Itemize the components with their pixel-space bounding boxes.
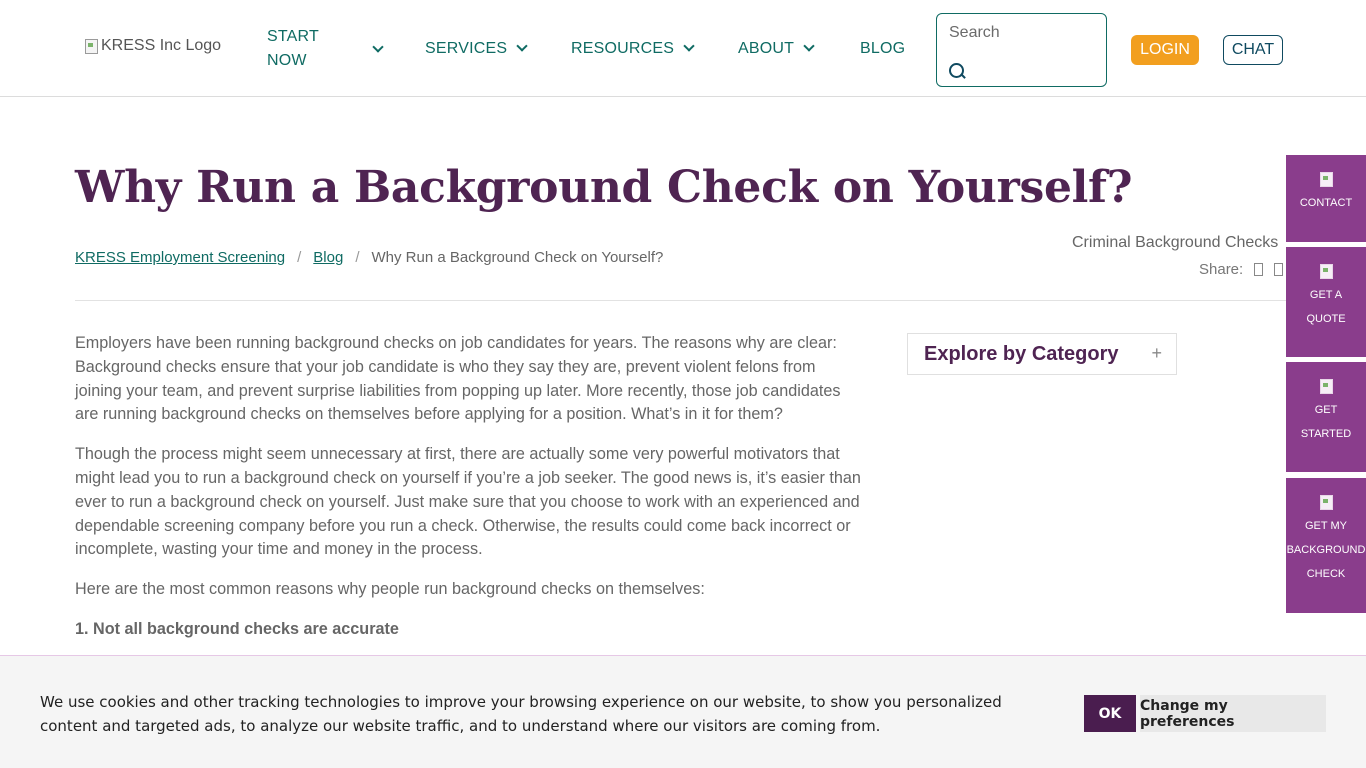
nav-resources[interactable] xyxy=(571,0,693,97)
chevron-down-icon xyxy=(804,42,813,51)
breadcrumb-current: Why Run a Background Check on Yourself? xyxy=(371,249,664,266)
contact-icon xyxy=(1318,171,1334,187)
side-tab-contact[interactable] xyxy=(1286,155,1366,242)
article-paragraph: Employers have been running background checks on job candidates for years. The reasons why are clear: Background checks ensure that your job candidate is who they say they are, prevent violent felons from joining your team, and prevent surprise liabilities from popping up later. More recently, those job candidates are running background checks on themselves before applying for a position. What’s in it for them? xyxy=(75,334,841,424)
cookie-preferences-button[interactable]: Change my preferences xyxy=(1140,695,1326,732)
side-tab-label: GET MY xyxy=(1305,520,1347,532)
side-tab-label: BACKGROUND xyxy=(1286,544,1366,556)
login-button[interactable]: LOGIN xyxy=(1131,35,1199,65)
logo-alt-text: KRESS Inc Logo xyxy=(101,37,222,54)
chevron-down-icon xyxy=(517,42,526,51)
get-started-icon xyxy=(1318,378,1334,394)
search-box xyxy=(936,13,1107,87)
side-tab-get-started[interactable] xyxy=(1286,362,1366,472)
breadcrumb-separator: / xyxy=(297,249,302,266)
side-tab-label: GET A xyxy=(1309,289,1343,301)
quote-icon xyxy=(1318,263,1334,279)
article-paragraph: Though the process might seem unnecessary at first, there are actually some very powerful motivators that might lead you to run a background check on yourself if you’re a job seeker. The good news is, it’s easier than ever to run a background check on yourself. Just make sure that you choose to work with an experienced and dependable screening company before you run a check. Otherwise, the results could come back incorrect or incomplete, wasting your time and money in the process. xyxy=(75,445,861,559)
explore-by-category-toggle[interactable] xyxy=(907,333,1177,375)
background-check-icon xyxy=(1318,494,1334,510)
side-tab-label: CHECK xyxy=(1306,568,1346,580)
explore-title: Explore by Category xyxy=(924,342,1119,365)
nav-blog-label: BLOG xyxy=(860,39,906,57)
side-tab-label: QUOTE xyxy=(1306,313,1346,325)
nav-start-now[interactable] xyxy=(267,0,387,97)
side-tab-label: GET xyxy=(1314,404,1338,416)
share-label: Share: xyxy=(1199,261,1244,278)
chat-button[interactable]: CHAT xyxy=(1223,35,1283,65)
breadcrumb-home-link[interactable]: KRESS Employment Screening xyxy=(75,249,286,266)
search-icon[interactable] xyxy=(949,63,966,80)
side-tab-get-a-quote[interactable] xyxy=(1286,247,1366,357)
nav-resources-label: RESOURCES xyxy=(571,39,675,57)
side-tab-label: CONTACT xyxy=(1299,197,1353,209)
divider xyxy=(75,300,1291,301)
cookie-ok-button[interactable]: OK xyxy=(1084,695,1136,732)
article-subheading: 1. Not all background checks are accurate xyxy=(75,619,399,638)
breadcrumb xyxy=(75,249,663,266)
share-facebook-icon[interactable] xyxy=(1254,263,1263,276)
nav-about[interactable] xyxy=(738,0,813,97)
share-twitter-icon[interactable] xyxy=(1274,263,1283,276)
nav-start-now-label: START NOW xyxy=(267,27,319,69)
article-paragraph: Here are the most common reasons why people run background checks on themselves: xyxy=(75,580,705,599)
nav-services-label: SERVICES xyxy=(425,39,508,57)
nav-about-label: ABOUT xyxy=(738,39,795,57)
category-link[interactable]: Criminal Background Checks xyxy=(1072,234,1279,251)
nav-services[interactable] xyxy=(425,0,526,97)
chevron-down-icon xyxy=(684,42,693,51)
site-header xyxy=(0,0,1366,97)
search-input[interactable] xyxy=(949,24,1099,42)
nav-blog[interactable] xyxy=(860,0,905,97)
broken-image-icon xyxy=(83,38,99,54)
breadcrumb-separator: / xyxy=(355,249,360,266)
kress-logo[interactable] xyxy=(83,37,221,55)
cookie-banner xyxy=(0,655,1366,768)
cookie-message: We use cookies and other tracking technologies to improve your browsing experience on our website, to show you personalized content and targeted ads, to analyze our website traffic, and to understand where our visitors are coming from. xyxy=(40,693,1002,735)
plus-icon: + xyxy=(1151,343,1162,363)
side-tab-label: STARTED xyxy=(1300,428,1352,440)
side-tab-get-my-background-check[interactable] xyxy=(1286,478,1366,613)
share-bar xyxy=(1199,261,1283,278)
breadcrumb-blog-link[interactable]: Blog xyxy=(313,249,344,266)
article-body xyxy=(75,332,865,642)
chevron-down-icon xyxy=(373,43,382,52)
page-title: Why Run a Background Check on Yourself? xyxy=(75,162,1133,213)
